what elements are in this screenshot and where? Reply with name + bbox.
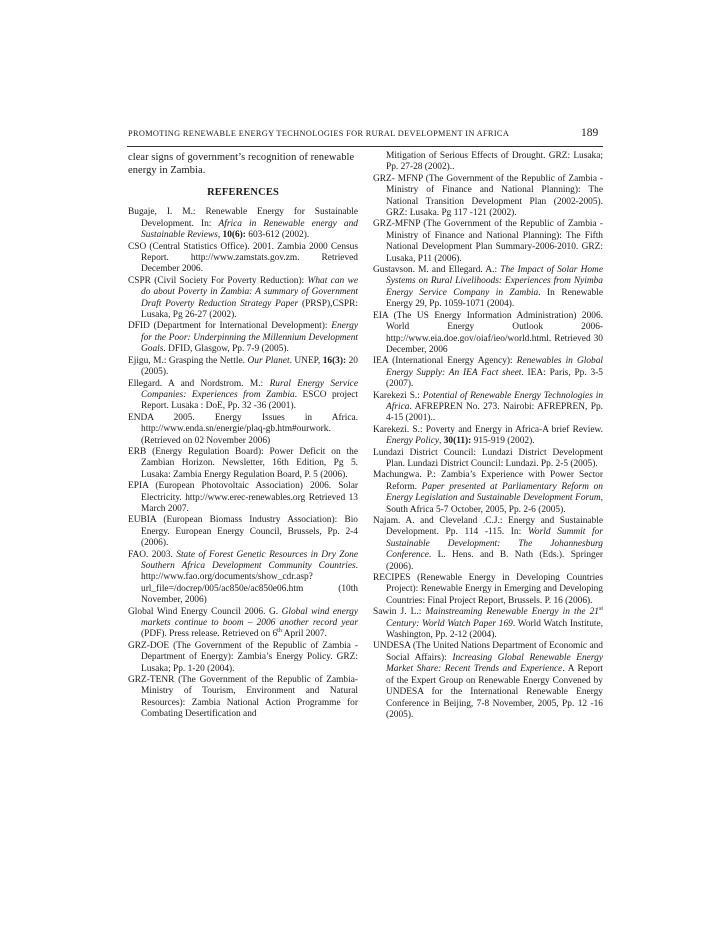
reference-text: 16(3): — [322, 355, 347, 366]
left-column — [128, 151, 358, 721]
reference-text: . In Renewable Energy 29, Pp. 1059-1071 (2004). — [386, 287, 603, 310]
reference-text: st — [598, 606, 603, 613]
reference-entry — [373, 311, 603, 357]
reference-entry — [373, 391, 603, 425]
reference-text: Najam. A. and Cleveland .C.J.: Energy and Sustainable Development. Pp. 114 -115. In: — [373, 516, 603, 538]
reference-text: EPIA (European Photovoltaic Association) 2006. Solar Electricity. http://www.erec-renewables.org Retrieved 13 March 2007. — [128, 481, 358, 514]
reference-text: (PDF). Press release. Retrieved on 6 — [141, 629, 278, 640]
reference-text: Century: World Watch Paper 169 — [386, 618, 513, 629]
reference-entry — [373, 219, 603, 265]
reference-text: EIA (The US Energy Information Administration) 2006. World Energy Outlook 2006-http://www.eia.doe.gov/oiaf/ieo/world.html. Retrieved 30 December, 2006 — [373, 310, 603, 355]
reference-text: State of Forest Genetic Resources in Dry Zone Southern Africa Development Community Countries — [141, 549, 358, 571]
reference-text: EUBIA (European Biomass Industry Association): Bio Energy. European Energy Council, Brussels, Pp. 2-4 (2006). — [128, 515, 358, 549]
reference-entry — [373, 174, 603, 220]
header-rule — [127, 146, 603, 147]
reference-text: 10(6): — [222, 230, 246, 241]
reference-text: Paper presented at Parliamentary Reform on Energy Legislation and Sustainable Development Forum — [386, 481, 603, 504]
reference-text: GRZ-TENR (The Government of the Republic of Zambia-Ministry of Tourism, Environment and Natural Resources): Zambia National Action Programme for Combating Desertification and — [128, 675, 358, 720]
reference-entry — [128, 276, 358, 322]
reference-entry — [128, 207, 358, 241]
reference-entry — [128, 321, 358, 355]
reference-text: . A Report of the Expert Group on Renewable Energy Convened by UNDESA for the International Renewable Energy Conference in Beijing, 7-8 November, 2005, Pp. 12 -16 (2005). — [386, 664, 604, 720]
reference-text: IEA (International Energy Agency): — [373, 356, 517, 367]
reference-entry — [128, 607, 358, 641]
reference-entry — [373, 470, 603, 516]
running-head: PROMOTING RENEWABLE ENERGY TECHNOLOGIES FOR RURAL DEVELOPMENT IN AFRICA — [128, 129, 510, 138]
reference-entry — [373, 265, 603, 311]
reference-entry — [373, 448, 603, 471]
intro-paragraph: clear signs of government’s recognition of renewable energy in Zambia. — [128, 152, 355, 176]
reference-text: , South Africa 5-7 October, 2005, Pp. 2-6 (2005). — [386, 493, 603, 515]
reference-text: . ESCO project Report. Lusaka : DoE, Pp. 32 -36 (2001). — [141, 389, 358, 412]
page-number: 189 — [581, 127, 599, 139]
reference-entry — [128, 447, 358, 481]
reference-text: . UNEP, — [289, 355, 323, 366]
left-reference-list — [128, 207, 358, 720]
reference-text: Sawin J. L.: — [373, 607, 426, 618]
reference-text: Machungwa. P.: Zambia’s Experience with Power Sector Reform. — [373, 470, 603, 492]
reference-text: Gustavson. M. and Ellegard. A.: — [373, 265, 501, 276]
reference-text: Energy Policy — [386, 436, 440, 447]
reference-text: Global wind energy markets continue to boom – 2006 another record year — [141, 606, 358, 629]
reference-text: Renewables in Global Energy Supply: An IEA Fact sheet — [386, 356, 603, 378]
reference-text: The Impact of Solar Home Systems on Rural Livelihoods: Experiences from Nyimba Energy Service Company in Zambia — [386, 265, 603, 298]
reference-entry — [128, 356, 358, 379]
reference-text: Rural Energy Service Companies: Experiences from Zambia — [141, 378, 358, 400]
reference-entry — [128, 641, 358, 675]
reference-text: Karekezi. S.: Poverty and Energy in Africa-A brief Review. — [373, 424, 603, 435]
reference-text: GRZ-DOE (The Government of the Republic of Zambia - Department of Energy): Zambia’s Energy Policy. GRZ: Lusaka; Pp. 1-20 (2004). — [128, 640, 358, 674]
reference-text: Africa in Renewable energy and Sustainable Reviews — [141, 218, 358, 241]
reference-text: UNDESA (The United Nations Department of Economic and Social Affairs): — [373, 641, 603, 663]
reference-text: CSPR (Civil Society For Poverty Reduction): — [128, 275, 308, 286]
reference-text: 20 (2005). — [141, 355, 358, 378]
reference-text: Mitigation of Serious Effects of Drought. GRZ: Lusaka; Pp. 27-28 (2002).. — [386, 151, 603, 173]
reference-text: Ejigu, M.: Grasping the Nettle. — [128, 355, 248, 366]
reference-entry — [373, 607, 603, 641]
reference-text: Our Planet — [247, 355, 290, 366]
right-reference-list — [373, 151, 603, 721]
reference-text: April 2007. — [281, 629, 327, 640]
reference-text: ENDA 2005. Energy Issues in Africa. http://www.enda.sn/energie/plaq-gb.htm#ourwork. (Retrieved on 02 November 2006) — [128, 412, 358, 446]
reference-entry — [128, 550, 358, 607]
reference-entry — [373, 151, 603, 174]
reference-entry — [373, 356, 603, 390]
reference-text: Increasing Global Renewable Energy Market Share: Recent Trends and Experience — [386, 652, 603, 675]
reference-entry — [128, 379, 358, 413]
right-column — [373, 151, 603, 721]
reference-text: th — [277, 628, 282, 635]
reference-text: CSO (Central Statistics Office). 2001. Zambia 2000 Census Report. http://www.zamstats.gov.zm. Retrieved December 2006. — [128, 241, 358, 275]
reference-text: ERB (Energy Regulation Board): Power Deficit on the Zambian Horizon. Newsletter, 16th Edition, Pg 5. Lusaka: Zambia Energy Regulation Board, P. 5 (2006). — [128, 446, 358, 480]
reference-text: Global Wind Energy Council 2006. G. — [128, 606, 282, 617]
reference-text: 30(11): — [443, 436, 472, 447]
reference-text: (PRSP),CSPR: Lusaka, Pg 26-27 (2002). — [141, 298, 358, 321]
reference-text: Karekezi S.: — [373, 390, 423, 401]
reference-entry — [128, 675, 358, 721]
reference-text: . World Watch Institute, Washington, Pp. 2-12 (2004). — [386, 618, 604, 641]
reference-text: . http://www.fao.org/documents/show_cdr.asp?url_file=/docrep/005/ac850e/ac850e06.htm (10th November, 2006) — [141, 561, 358, 606]
reference-text: RECIPES (Renewable Energy in Developing Countries Project): Renewable Energy in Emerging and Developing Countries: Final Project Report, Brussels. P. 16 (2006). — [373, 573, 603, 606]
reference-entry — [373, 641, 603, 721]
reference-entry — [128, 242, 358, 276]
reference-text: Mainstreaming Renewable Energy in the 21 — [425, 607, 599, 618]
reference-text: Lundazi District Council: Lundazi District Development Plan. Lundazi District Council: Lundazi. Pp. 2-5 (2005). — [373, 447, 603, 469]
reference-entry — [128, 481, 358, 515]
reference-entry — [373, 425, 603, 448]
reference-text: . IEA: Paris, Pp. 3-5 (2007). — [386, 367, 603, 390]
reference-text: 603-612 (2002). — [245, 230, 310, 241]
reference-text: DFID (Department for International Development): — [128, 321, 332, 332]
reference-text: Energy for the Poor: Underpinning the Millennium Development Goals — [141, 321, 358, 355]
reference-entry — [128, 413, 358, 447]
reference-text: Ellegard. A and Nordstrom. M.: — [128, 378, 270, 389]
reference-text: GRZ-MFNP (The Government of the Republic of Zambia - Ministry of Finance and National Planning): The Fifth National Development Plan Summary-2006-2010. GRZ: Lusaka, P11 (2006). — [373, 219, 603, 264]
reference-text: , — [439, 436, 444, 447]
reference-text: , — [217, 230, 223, 241]
reference-text: . L. Hens. and B. Nath (Eds.). Springer (2006). — [386, 550, 603, 572]
reference-text: World Summit for Sustainable Development: The Johannesburg Conference — [386, 527, 603, 561]
reference-entry — [373, 516, 603, 573]
reference-text: 915-919 (2002). — [471, 436, 535, 447]
reference-text: Bugaje, I. M.: Renewable Energy for Sustainable Development. In: — [128, 207, 358, 229]
reference-text: FAO. 2003. — [128, 549, 177, 560]
reference-text: Potential of Renewable Energy Technologies in Africa — [386, 390, 604, 412]
reference-text: What can we do about Poverty in Zambia: A summary of Government Draft Poverty Reduction Strategy Paper — [141, 275, 358, 309]
reference-text: . AFREPREN No. 273. Nairobi: AFREPREN, Pp. 4-15 (2001).. — [386, 401, 603, 424]
reference-text: . DFID, Glasgow, Pp. 7-9 (2005). — [163, 344, 289, 355]
reference-text: GRZ- MFNP (The Government of the Republic of Zambia - Ministry of Finance and National Planning): The National Transition Development Plan (2002-2005). GRZ: Lusaka. Pg 117 -121 (2002). — [373, 173, 603, 219]
references-heading: REFERENCES — [207, 187, 279, 198]
reference-entry — [128, 515, 358, 549]
reference-entry — [373, 573, 603, 607]
